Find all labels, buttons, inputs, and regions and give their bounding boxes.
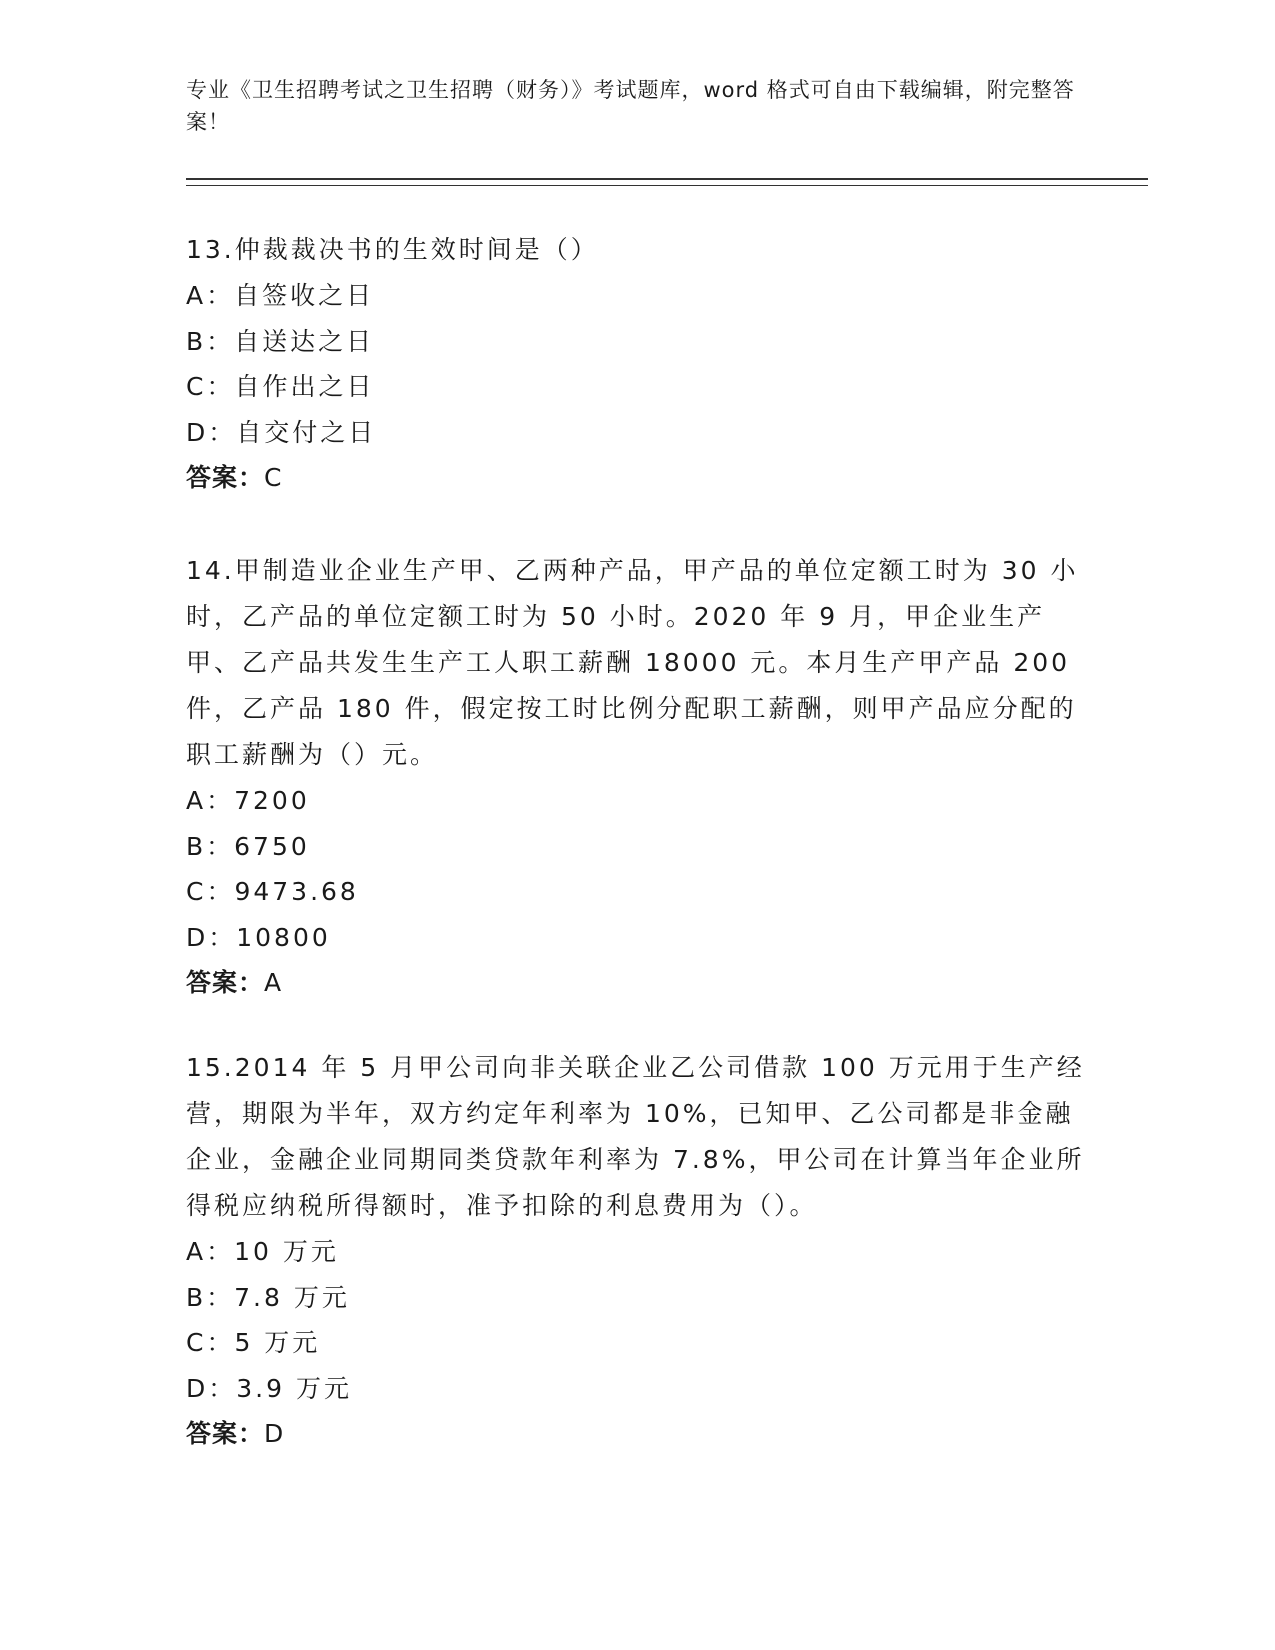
- option-d: D：3.9 万元: [186, 1373, 352, 1403]
- header-divider: [186, 178, 1148, 186]
- document-header: 专业《卫生招聘考试之卫生招聘（财务）》考试题库，word 格式可自由下载编辑，附完整答案！: [186, 78, 1075, 134]
- option-c: C：9473.68: [186, 877, 359, 906]
- question-stem: 13.仲裁裁决书的生效时间是（）: [186, 235, 599, 264]
- answer-value: D: [264, 1419, 285, 1448]
- option-a: A：自签收之日: [186, 281, 375, 310]
- option-d: D：10800: [186, 922, 331, 952]
- answer-value: C: [264, 463, 283, 492]
- option-b: B：6750: [186, 831, 310, 861]
- option-c: C：5 万元: [186, 1328, 321, 1357]
- answer-line: [186, 455, 1086, 500]
- answer-label: 答案：: [186, 463, 265, 492]
- question-13: [186, 227, 1086, 500]
- answer-line: [186, 1411, 1086, 1456]
- question-14: [186, 548, 1086, 1005]
- option-b: B：自送达之日: [186, 326, 375, 356]
- answer-label: 答案：: [186, 968, 265, 997]
- question-stem: 15.2014 年 5 月甲公司向非关联企业乙公司借款 100 万元用于生产经营，期限为半年，双方约定年利率为 10%，已知甲、乙公司都是非金融企业，金融企业同期同类贷款年利率为 7.8%，甲公司在计算当年企业所得税应纳税所得额时，准予扣除的利息费用为（）。: [186, 1053, 1085, 1220]
- option-d: D：自交付之日: [186, 417, 377, 447]
- question-stem: 14.甲制造业企业生产甲、乙两种产品，甲产品的单位定额工时为 30 小时，乙产品的单位定额工时为 50 小时。2020 年 9 月，甲企业生产甲、乙产品共发生生产工人职工薪酬 18000 元。本月生产甲产品 200 件，乙产品 180 件，假定按工时比例分配职工薪酬，则甲产品应分配的职工薪酬为（）元。: [186, 556, 1079, 769]
- option-c: C：自作出之日: [186, 372, 375, 401]
- answer-value: A: [264, 968, 283, 997]
- answer-line: [186, 960, 1086, 1005]
- option-b: B：7.8 万元: [186, 1282, 350, 1312]
- question-15: [186, 1045, 1086, 1456]
- option-a: A：10 万元: [186, 1237, 339, 1266]
- option-a: A：7200: [186, 786, 310, 815]
- answer-label: 答案：: [186, 1419, 265, 1448]
